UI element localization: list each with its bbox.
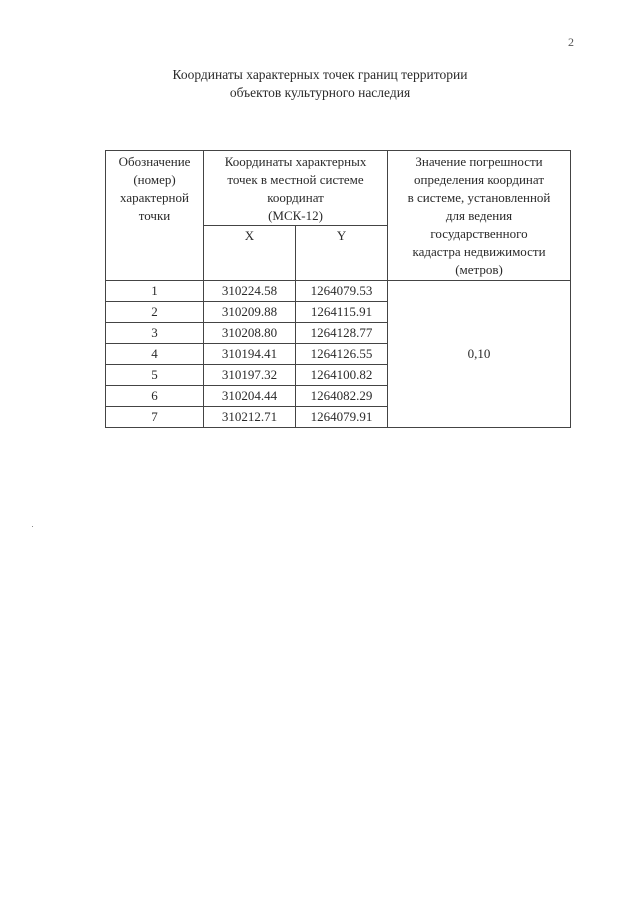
header-point-designation: Обозначение (номер) характерной точки xyxy=(106,151,204,281)
point-number: 1 xyxy=(106,281,204,302)
table-row xyxy=(106,281,571,302)
coord-x: 310209.88 xyxy=(204,302,296,323)
coord-y: 1264128.77 xyxy=(296,323,388,344)
coordinates-table xyxy=(105,150,571,428)
header-x: X xyxy=(204,226,296,281)
coord-x: 310194.41 xyxy=(204,344,296,365)
coord-x: 310208.80 xyxy=(204,323,296,344)
coord-x: 310197.32 xyxy=(204,365,296,386)
page-number: 2 xyxy=(568,35,574,49)
table-header-row xyxy=(106,151,571,226)
coord-y: 1264082.29 xyxy=(296,386,388,407)
point-number: 5 xyxy=(106,365,204,386)
coord-y: 1264115.91 xyxy=(296,302,388,323)
header-coordinates: Координаты характерных точек в местной системе координат (МСК-12) xyxy=(204,151,388,226)
point-number: 3 xyxy=(106,323,204,344)
error-value: 0,10 xyxy=(388,281,571,428)
coord-y: 1264100.82 xyxy=(296,365,388,386)
point-number: 4 xyxy=(106,344,204,365)
point-number: 6 xyxy=(106,386,204,407)
coord-y: 1264126.55 xyxy=(296,344,388,365)
coord-x: 310212.71 xyxy=(204,407,296,428)
coord-x: 310204.44 xyxy=(204,386,296,407)
document-title xyxy=(0,66,640,102)
title-line-2: объектов культурного наследия xyxy=(229,85,411,100)
coord-x: 310224.58 xyxy=(204,281,296,302)
point-number: 7 xyxy=(106,407,204,428)
header-y: Y xyxy=(296,226,388,281)
coord-y: 1264079.91 xyxy=(296,407,388,428)
scan-speck xyxy=(32,526,33,527)
title-line-1: Координаты характерных точек границ территории xyxy=(172,67,468,82)
coord-y: 1264079.53 xyxy=(296,281,388,302)
header-error-value: Значение погрешности определения координат в системе, установленной для ведения государственного кадастра недвижимости (метров) xyxy=(388,151,571,281)
point-number: 2 xyxy=(106,302,204,323)
